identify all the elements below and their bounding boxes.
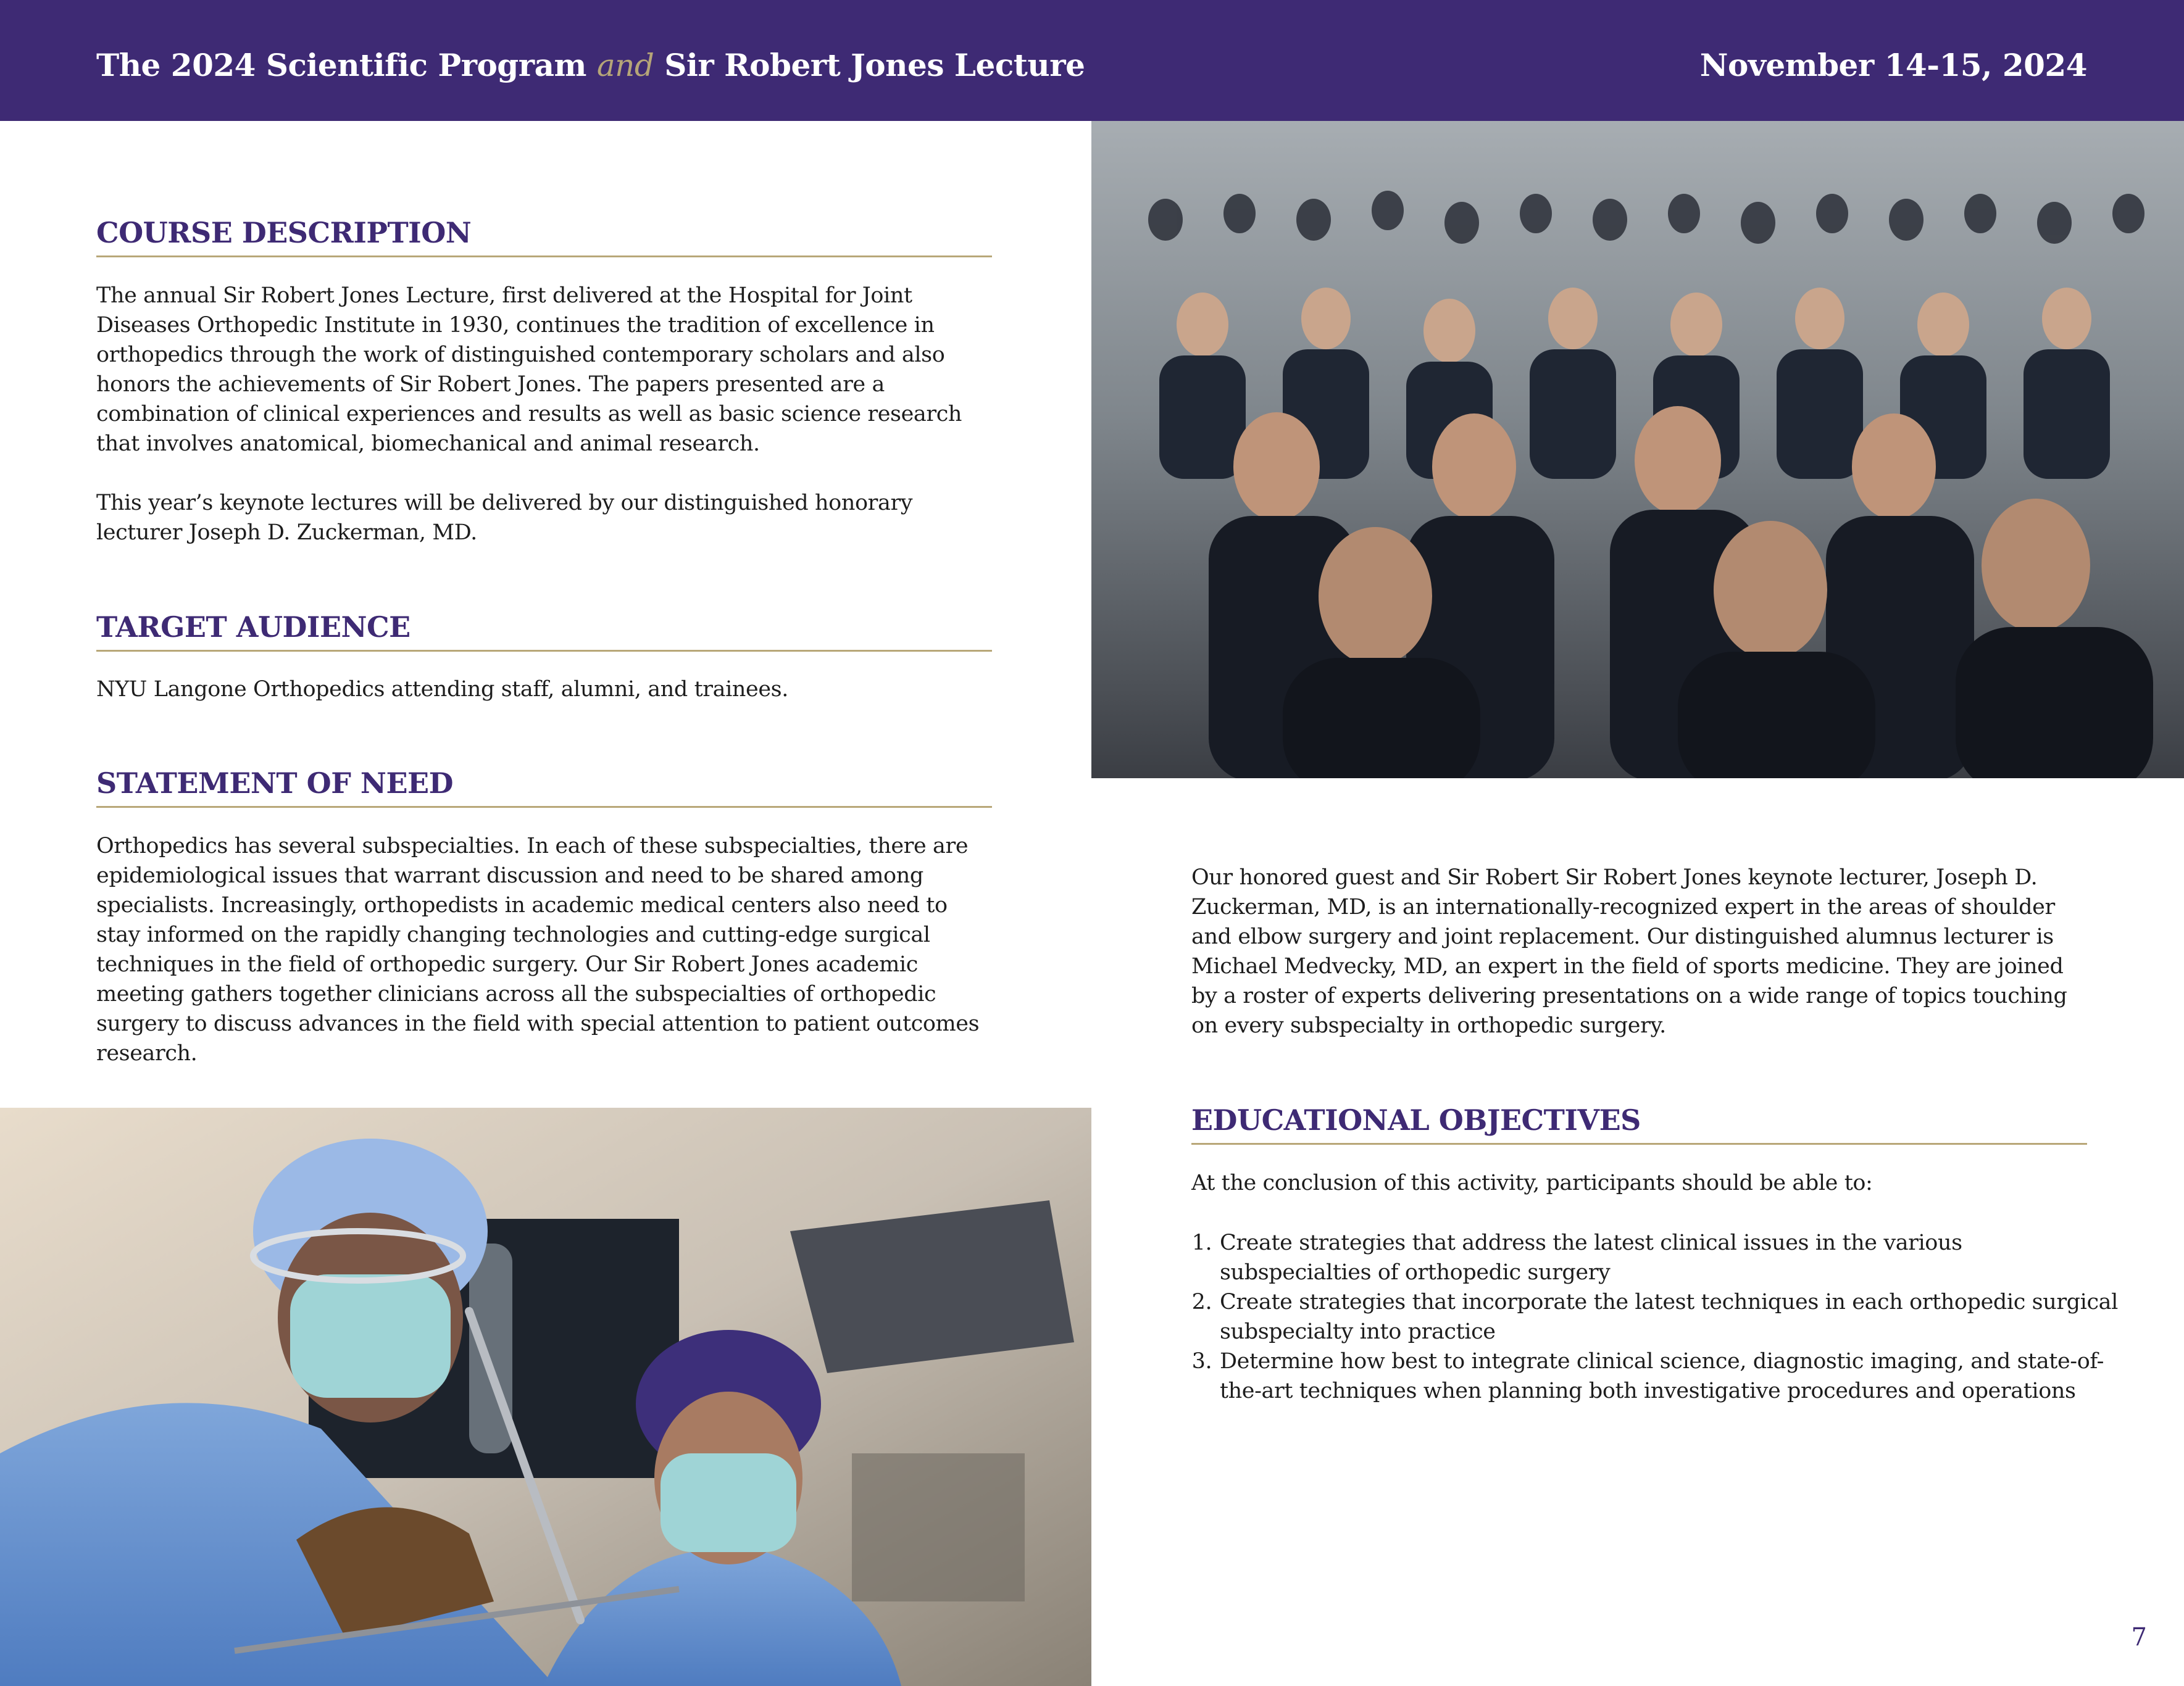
objective-item: 3. Determine how best to integrate clinical science, diagnostic imaging, and state-of-the-art techniques when planning both investigative procedures and operations [1219, 1347, 2120, 1406]
keynote-paragraph: Our honored guest and Sir Robert Sir Robert Jones keynote lecturer, Joseph D. Zuckerman, MD, is an internationally-recognized expert in the areas of shoulder and elbow surgery and joint replacement. Our distinguished alumnus lecturer is Michael Medvecky, MD, an expert in the field of sports medicine. They are joined by a roster of experts delivering presentations on a wide range of topics touching on every subspecialty in orthopedic surgery. [1191, 865, 2067, 1038]
educational-objectives-intro: At the conclusion of this activity, participants should be able to: [1191, 1171, 1873, 1195]
statement-of-need-text: Orthopedics has several subspecialties. In each of these subspecialties, there are epidemiological issues that warrant discussion and need to be shared among specialists. Increasingly, orthopedists in academic medical centers also need to stay informed on the rapidly changing technologies and cutting-edge surgical techniques in the field of orthopedic surgery. Our Sir Robert Jones academic meeting gathers together clinicians across all the subspecialties of orthopedic surgery to discuss advances in the field with special attention to patient outcomes research. [96, 834, 980, 1066]
audience-photo [1091, 121, 2184, 778]
program-title-part2: Sir Robert Jones Lecture [664, 47, 1085, 83]
course-description-heading: COURSE DESCRIPTION [96, 216, 992, 257]
event-date: November 14-15, 2024 [1699, 47, 2087, 83]
educational-objectives-heading: EDUCATIONAL OBJECTIVES [1191, 1103, 2087, 1145]
educational-objectives-list [1191, 1228, 2120, 1406]
surgeons-photo [0, 1108, 1091, 1686]
course-description-paragraph-2: This year’s keynote lectures will be delivered by our distinguished honorary lecturer Joseph D. Zuckerman, MD. [96, 491, 913, 545]
target-audience-heading: TARGET AUDIENCE [96, 610, 992, 652]
program-title-and: and [596, 48, 654, 83]
page-header [0, 0, 2184, 121]
target-audience-text: NYU Langone Orthopedics attending staff, alumni, and trainees. [96, 677, 788, 702]
program-title-part1: The 2024 Scientific Program [96, 47, 586, 83]
program-title [96, 47, 1085, 83]
page-number: 7 [2131, 1623, 2147, 1651]
course-description-paragraph-1: The annual Sir Robert Jones Lecture, first delivered at the Hospital for Joint Diseases Orthopedic Institute in 1930, continues the tradition of excellence in orthopedics through the work of distinguished contemporary scholars and also honors the achievements of Sir Robert Jones. The papers presented are a combination of clinical experiences and results as well as basic science research that involves anatomical, biomechanical and animal research. [96, 283, 962, 456]
objective-item: 2. Create strategies that incorporate the latest techniques in each orthopedic surgical subspecialty into practice [1219, 1287, 2120, 1347]
objective-item: 1. Create strategies that address the latest clinical issues in the various subspecialties of orthopedic surgery [1219, 1228, 2120, 1287]
statement-of-need-heading: STATEMENT OF NEED [96, 766, 992, 808]
